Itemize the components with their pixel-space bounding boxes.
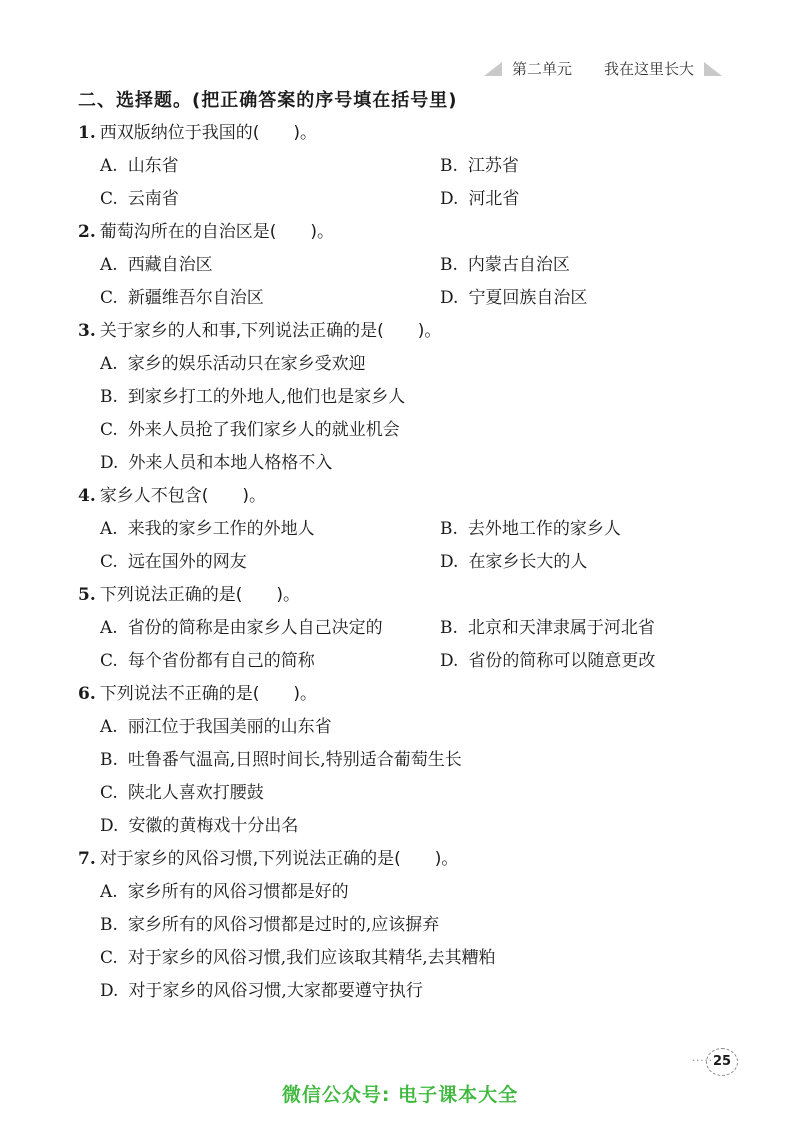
option-b[interactable]	[100, 381, 405, 414]
option-text: 江苏省	[467, 156, 519, 176]
option-a[interactable]	[100, 249, 440, 282]
option-letter: A.	[100, 354, 118, 374]
option-letter: C.	[100, 288, 118, 308]
option-b[interactable]	[440, 249, 570, 282]
option-row	[78, 876, 738, 909]
option-c[interactable]	[100, 183, 440, 216]
question-7	[78, 843, 738, 1008]
question-stem	[78, 678, 738, 711]
header-unit: 第二单元	[511, 60, 572, 78]
question-number: 2.	[78, 222, 96, 242]
option-text: 西藏自治区	[127, 255, 213, 275]
question-5	[78, 579, 738, 678]
page-number-dots-icon: ·····	[692, 1056, 713, 1067]
option-letter: D.	[440, 288, 459, 308]
header-title: 我在这里长大	[603, 60, 694, 78]
option-row	[78, 414, 738, 447]
option-text: 丽江位于我国美丽的山东省	[127, 717, 332, 737]
option-row	[78, 348, 738, 381]
option-c[interactable]	[100, 282, 440, 315]
option-text: 家乡所有的风俗习惯都是好的	[127, 882, 349, 902]
option-row	[78, 810, 738, 843]
option-row	[78, 645, 738, 678]
question-stem	[78, 480, 738, 513]
question-list	[78, 117, 738, 1008]
option-letter: C.	[100, 651, 118, 671]
option-text: 远在国外的网友	[127, 552, 247, 572]
question-4	[78, 480, 738, 579]
option-text: 对于家乡的风俗习惯,我们应该取其精华,去其糟粕	[127, 948, 496, 968]
question-text: 下列说法不正确的是( )。	[99, 684, 318, 704]
option-text: 宁夏回族自治区	[468, 288, 588, 308]
question-number: 3.	[78, 321, 96, 341]
option-d[interactable]	[100, 447, 332, 480]
option-c[interactable]	[100, 777, 264, 810]
question-stem	[78, 216, 738, 249]
option-row	[78, 183, 738, 216]
option-text: 河北省	[468, 189, 520, 209]
option-row	[78, 447, 738, 480]
running-header	[484, 58, 722, 79]
option-letter: B.	[100, 915, 118, 935]
option-letter: C.	[100, 189, 118, 209]
question-6	[78, 678, 738, 843]
question-number: 1.	[78, 123, 96, 143]
question-3	[78, 315, 738, 480]
option-row	[78, 150, 738, 183]
question-stem	[78, 843, 738, 876]
option-d[interactable]	[100, 975, 423, 1008]
option-text: 省份的简称是由家乡人自己决定的	[127, 618, 383, 638]
option-row	[78, 744, 738, 777]
option-letter: D.	[100, 453, 119, 473]
question-text: 家乡人不包含( )。	[99, 486, 267, 506]
option-row	[78, 942, 738, 975]
option-letter: C.	[100, 420, 118, 440]
option-letter: D.	[440, 552, 459, 572]
option-letter: B.	[440, 255, 458, 275]
option-letter: A.	[100, 255, 118, 275]
option-text: 内蒙古自治区	[467, 255, 570, 275]
question-number: 7.	[78, 849, 96, 869]
option-text: 新疆维吾尔自治区	[127, 288, 264, 308]
option-letter: C.	[100, 783, 118, 803]
option-b[interactable]	[440, 513, 621, 546]
option-text: 山东省	[127, 156, 179, 176]
option-letter: A.	[100, 882, 118, 902]
option-d[interactable]	[440, 645, 655, 678]
question-text: 关于家乡的人和事,下列说法正确的是( )。	[99, 321, 442, 341]
option-c[interactable]	[100, 645, 440, 678]
option-row	[78, 975, 738, 1008]
option-text: 家乡所有的风俗习惯都是过时的,应该摒弃	[127, 915, 440, 935]
option-d[interactable]	[100, 810, 298, 843]
option-letter: A.	[100, 618, 118, 638]
option-text: 外来人员抢了我们家乡人的就业机会	[127, 420, 400, 440]
option-letter: A.	[100, 519, 118, 539]
page-number: 25	[706, 1048, 738, 1076]
option-c[interactable]	[100, 546, 440, 579]
option-letter: C.	[100, 948, 118, 968]
question-2	[78, 216, 738, 315]
question-stem	[78, 117, 738, 150]
option-letter: D.	[440, 651, 459, 671]
watermark: 微信公众号: 电子课本大全	[281, 1084, 519, 1106]
option-text: 安徽的黄梅戏十分出名	[128, 816, 299, 836]
option-c[interactable]	[100, 414, 400, 447]
option-a[interactable]	[100, 513, 440, 546]
option-letter: B.	[100, 387, 118, 407]
option-a[interactable]	[100, 150, 440, 183]
option-row	[78, 513, 738, 546]
option-row	[78, 612, 738, 645]
option-row	[78, 546, 738, 579]
option-text: 对于家乡的风俗习惯,大家都要遵守执行	[128, 981, 423, 1001]
option-text: 省份的简称可以随意更改	[468, 651, 656, 671]
section-title: 二、选择题。(把正确答案的序号填在括号里)	[78, 90, 458, 111]
question-text: 西双版纳位于我国的( )。	[99, 123, 318, 143]
option-a[interactable]	[100, 711, 332, 744]
option-row	[78, 711, 738, 744]
option-text: 每个省份都有自己的简称	[127, 651, 315, 671]
option-letter: D.	[440, 189, 459, 209]
question-stem	[78, 579, 738, 612]
question-1	[78, 117, 738, 216]
option-a[interactable]	[100, 876, 349, 909]
option-d[interactable]	[440, 546, 587, 579]
option-text: 云南省	[127, 189, 179, 209]
option-letter: B.	[100, 750, 118, 770]
option-a[interactable]	[100, 612, 440, 645]
option-a[interactable]	[100, 348, 366, 381]
option-letter: A.	[100, 717, 118, 737]
option-letter: D.	[100, 981, 119, 1001]
option-letter: C.	[100, 552, 118, 572]
option-letter: B.	[440, 618, 458, 638]
option-d[interactable]	[440, 183, 519, 216]
option-row	[78, 909, 738, 942]
option-text: 到家乡打工的外地人,他们也是家乡人	[127, 387, 406, 407]
option-row	[78, 381, 738, 414]
question-text: 葡萄沟所在的自治区是( )。	[99, 222, 335, 242]
option-b[interactable]	[440, 150, 519, 183]
header-left-triangle-icon	[484, 62, 502, 76]
header-right-triangle-icon	[704, 62, 722, 76]
option-b[interactable]	[100, 909, 439, 942]
option-row	[78, 282, 738, 315]
option-text: 外来人员和本地人格格不入	[128, 453, 333, 473]
option-letter: A.	[100, 156, 118, 176]
option-b[interactable]	[100, 744, 462, 777]
question-number: 6.	[78, 684, 96, 704]
question-text: 对于家乡的风俗习惯,下列说法正确的是( )。	[99, 849, 459, 869]
option-c[interactable]	[100, 942, 496, 975]
option-text: 家乡的娱乐活动只在家乡受欢迎	[127, 354, 366, 374]
option-text: 陕北人喜欢打腰鼓	[127, 783, 264, 803]
option-text: 去外地工作的家乡人	[467, 519, 621, 539]
option-text: 北京和天津隶属于河北省	[467, 618, 655, 638]
question-stem	[78, 315, 738, 348]
option-text: 吐鲁番气温高,日照时间长,特别适合葡萄生长	[127, 750, 462, 770]
question-number: 4.	[78, 486, 96, 506]
option-text: 来我的家乡工作的外地人	[127, 519, 315, 539]
option-b[interactable]	[440, 612, 655, 645]
option-row	[78, 249, 738, 282]
option-row	[78, 777, 738, 810]
option-letter: B.	[440, 519, 458, 539]
option-d[interactable]	[440, 282, 587, 315]
option-letter: B.	[440, 156, 458, 176]
option-letter: D.	[100, 816, 119, 836]
option-text: 在家乡长大的人	[468, 552, 588, 572]
question-number: 5.	[78, 585, 96, 605]
question-text: 下列说法正确的是( )。	[99, 585, 301, 605]
